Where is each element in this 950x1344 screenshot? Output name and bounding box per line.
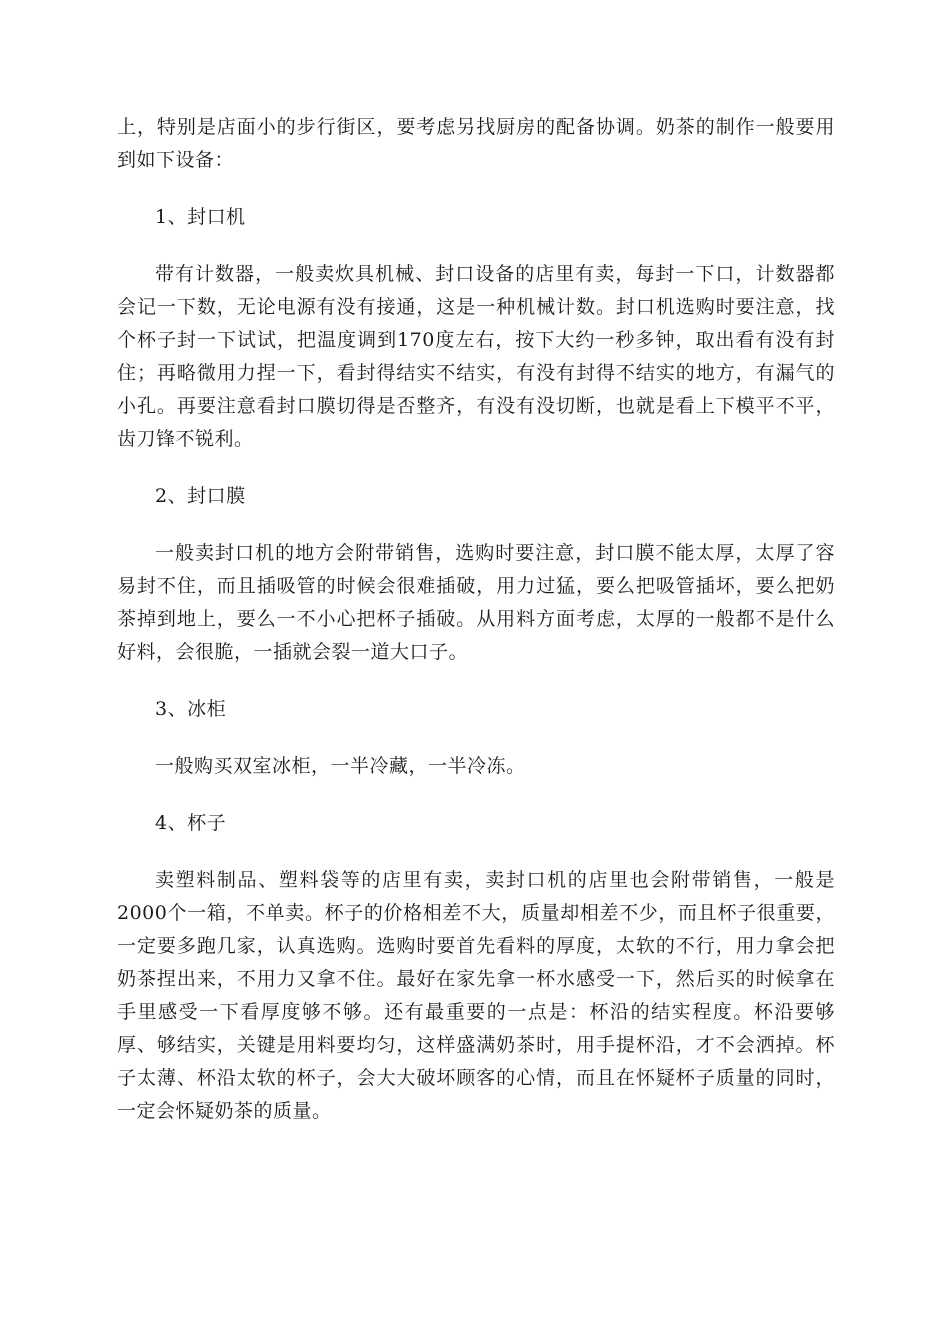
section-heading-sealing-machine: 1、封口机	[155, 206, 246, 228]
section-heading-cups: 4、杯子	[155, 812, 227, 834]
section-heading-sealing-film: 2、封口膜	[155, 485, 246, 507]
section-body-cups: 卖塑料制品、塑料袋等的店里有卖，卖封口机的店里也会附带销售，一般是2000个一箱，不单卖。杯子的价格相差不大，质量却相差不少，而且杯子很重要，一定要多跑几家，认真选购。选购时要首先看料的厚度，太软的不行，用力拿会把奶茶捏出来，不用力又拿不住。最好在家先拿一杯水感受一下，然后买的时候拿在手里感受一下看厚度够不够。还有最重要的一点是：杯沿的结实程度。杯沿要够厚、够结实，关键是用料要均匀，这样盛满奶茶时，用手提杯沿，才不会洒掉。杯子太薄、杯沿太软的杯子，会大大破坏顾客的心情，而且在怀疑杯子质量的同时，一定会怀疑奶茶的质量。	[117, 869, 835, 1122]
section-heading-freezer: 3、冰柜	[155, 698, 227, 720]
section-body-sealing-film: 一般卖封口机的地方会附带销售，选购时要注意，封口膜不能太厚，太厚了容易封不住，而且插吸管的时候会很难插破，用力过猛，要么把吸管插坏，要么把奶茶掉到地上，要么一不小心把杯子插破。从用料方面考虑，太厚的一般都不是什么好料，会很脆，一插就会裂一道大口子。	[117, 542, 835, 663]
intro-paragraph: 上，特别是店面小的步行街区，要考虑另找厨房的配备协调。奶茶的制作一般要用到如下设备：	[117, 116, 835, 171]
section-body-freezer: 一般购买双室冰柜，一半冷藏，一半冷冻。	[155, 755, 526, 777]
document-body	[117, 111, 835, 1152]
section-body-sealing-machine: 带有计数器，一般卖炊具机械、封口设备的店里有卖，每封一下口，计数器都会记一下数，无论电源有没有接通，这是一种机械计数。封口机选购时要注意，找个杯子封一下试试，把温度调到170度左右，按下大约一秒多钟，取出看有没有封住；再略微用力捏一下，看封得结实不结实，有没有封得不结实的地方，有漏气的小孔。再要注意看封口膜切得是否整齐，有没有没切断，也就是看上下模平不平，齿刀锋不锐利。	[117, 263, 835, 450]
